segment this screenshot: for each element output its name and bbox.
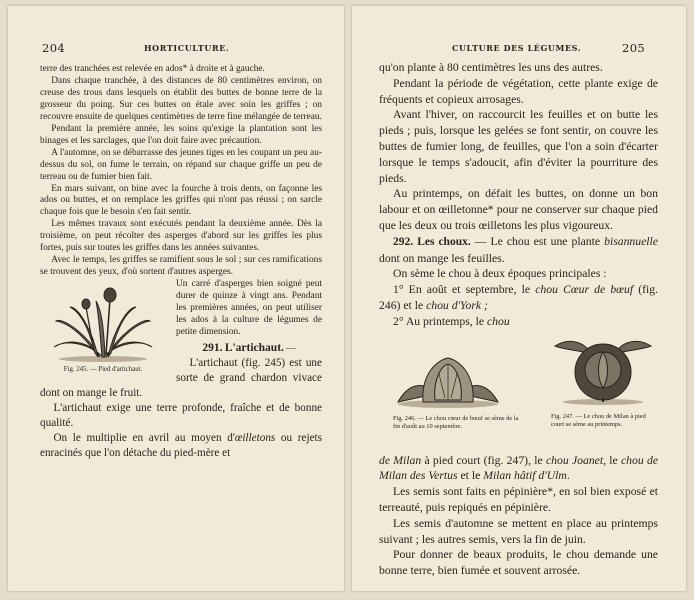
paragraph: Les semis d'automne se mettent en place au printemps suivant ; les autres semis, vers la fin de juin. [379, 516, 658, 546]
milan-cabbage-illustration [551, 332, 655, 406]
paragraph: A l'automne, on se débarrasse des jeunes tiges en les coupant un peu au-dessus du sol, on fume le terrain, on répand sur chaque griffe un peu de terreau ou de fumier bien fait. [40, 147, 322, 182]
left-page-text [40, 64, 322, 461]
paragraph: terre des tranchées est relevée en ados* à droite et à gauche. [40, 64, 265, 74]
paragraph: qu'on plante à 80 centimètres les uns des autres. [379, 61, 603, 74]
figures-cabbage [371, 332, 658, 447]
right-running-head: CULTURE DES LÉGUMES. [452, 43, 582, 53]
left-page-number: 204 [42, 41, 66, 55]
paragraph: Au printemps, on défait les buttes, on donne un bon labour et on œilletonne* pour ne conserver sur chaque pied que les deux ou trois œilletons les plus vigoureux. [379, 187, 658, 232]
right-page [352, 6, 686, 591]
paragraph: L'artichaut exige une terre profonde, fraîche et de bonne qualité. [40, 401, 322, 429]
list-item: 1° En août et septembre, le chou Cœur de bœuf (fig. 246) et le chou d'York ; [379, 283, 658, 312]
figure-caption: Fig. 247. — Le chou de Milan à pied court se sème au printemps. [551, 413, 646, 428]
paragraph: Pour donner de beaux produits, le chou demande une bonne terre, bien fumée et souvent arrosée. [379, 548, 658, 578]
section-title: Les choux. [417, 235, 471, 248]
right-page-header [352, 42, 686, 56]
right-page-number: 205 [622, 41, 646, 55]
paragraph: Les mêmes travaux sont exécutés pendant la deuxième année. Dès la troisième, on peut récolter des asperges d'abord sur les griffes les plus fortes, puis sur toutes les griffes dans les années suivantes. [40, 219, 322, 254]
figure-246 [393, 354, 523, 431]
figure-247 [551, 332, 655, 429]
left-page [8, 6, 344, 591]
paragraph: Avant l'hiver, on raccourcit les feuilles et on butte les pieds ; puis, lorsque les gelées se font sentir, on couvre les buttes de fumier long, de feuilles, que l'on a soin d'écarter lorsque le temps s'adoucit, afin d'éviter la pourriture des pieds. [379, 108, 658, 185]
left-running-head: HORTICULTURE. [144, 43, 230, 53]
paragraph: Pendant la période de végétation, cette plante exige de fréquents et copieux arrosages. [379, 76, 658, 106]
section-heading-artichoke: 291. L'artichaut. — [202, 341, 296, 354]
paragraph: L'artichaut (fig. 245) est une sorte de grand chardon vivace dont on mange le fruit. [40, 356, 322, 399]
right-page-text [379, 60, 658, 579]
paragraph: de Milan à pied court (fig. 247), le chou Joanet, le chou de Milan des Vertus et le Milan hâtif d'Ulm. [379, 453, 659, 483]
paragraph: En mars suivant, on bine avec la fourche à trois dents, on façonne les ados ou buttes, et on remplace les griffes qui n'ont pas réussi ; on sarcle chaque fois que le besoin s'en fait sentir. [40, 183, 322, 218]
paragraph: On sème le chou à deux époques principales : [393, 267, 607, 281]
list-item: 2° Au printemps, le chou [393, 314, 510, 328]
paragraph: Avec le temps, les griffes se ramifient sous le sol ; sur ces ramifications se trouvent des yeux, d'où sortent d'autres asperges. [40, 255, 322, 278]
figure-caption: Fig. 246. — Le chou cœur de bœuf se sème de la fin d'août au 10 septembre. [393, 415, 519, 430]
paragraph: Pendant la première année, les soins qu'exige la plantation sont les binages et les sarclages, que l'on doit faire avec précaution. [40, 123, 322, 146]
paragraph: On le multiplie en avril au moyen d'œilletons ou rejets enracinés que l'on détache du pied-mère et [40, 431, 322, 459]
figure-caption: Fig. 245. — Pied d'artichaut. [63, 366, 143, 374]
section-title: L'artichaut. [224, 341, 284, 354]
left-page-header [8, 42, 344, 56]
artichoke-illustration [48, 281, 158, 363]
paragraph: Les semis sont faits en pépinière*, en sol bien exposé et terreauté, puis repiqués en pépinière. [379, 485, 658, 514]
cabbage-illustration [393, 354, 503, 408]
figure-artichoke [38, 281, 168, 381]
paragraph: Dans chaque tranchée, à des distances de 80 centimètres environ, on creuse des trous dans lesquels on établit des buttes de bonne terre de la grosseur du poing. Sur ces buttes on étale avec soin les griffes ; on recouvre ensuite de quelques centimètres de terre fine mélangée de terreau. [40, 75, 322, 122]
paragraph: Un carré d'asperges bien soigné peut durer de quinze à vingt ans. Pendant les premières années, on peut utiliser les ados à la culture de légumes de petite dimension. [176, 279, 322, 337]
section-heading-cabbage: 292. Les choux. — Le chou est une plante bisannuelle dont on mange les feuilles. [379, 234, 658, 265]
